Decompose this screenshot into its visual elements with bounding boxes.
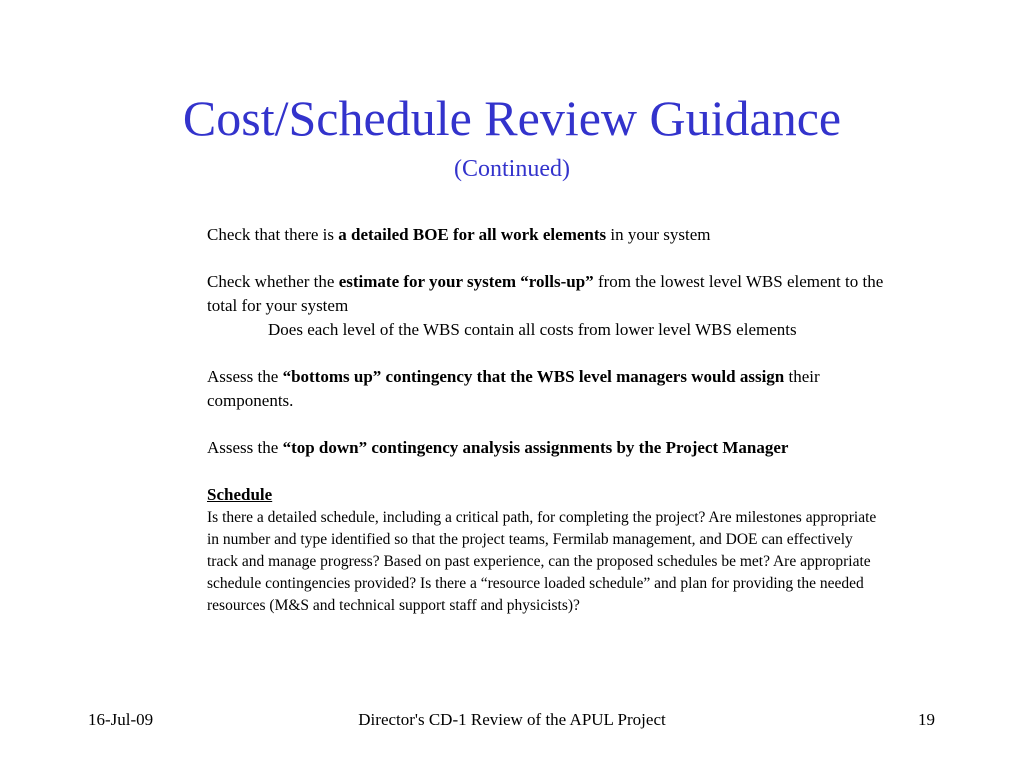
bottoms-up-pre: Assess the (207, 367, 283, 386)
wbs-level-question: Does each level of the WBS contain all costs from lower level WBS elements (268, 320, 797, 339)
boe-check-paragraph (207, 223, 887, 247)
top-down-paragraph (207, 436, 887, 460)
bottoms-up-bold: “bottoms up” contingency that the WBS level managers would assign (282, 367, 785, 386)
rollup-check-pre: Check whether the (207, 272, 339, 291)
slide-title: Cost/Schedule Review Guidance (182, 90, 842, 146)
rollup-check-paragraph (207, 270, 887, 318)
footer-page-number: 19 (918, 710, 935, 729)
boe-check-pre: Check that there is (207, 225, 339, 244)
slide-subtitle: (Continued) (454, 156, 570, 182)
schedule-paragraph: Is there a detailed schedule, including a critical path, for completing the project? Are milestones appropriate in number and type identified so that the project teams, Fermilab management, and DOE can effectively track and manage progress? Based on past experience, can the proposed schedules be met? Are appropriate schedule contingencies provided? Is there a “resource loaded schedule” and plan for providing the needed resources (M&S and technical support staff and physicists)? (207, 509, 877, 614)
schedule-heading: Schedule (207, 485, 273, 504)
top-down-bold: “top down” contingency analysis assignments by the Project Manager (282, 438, 789, 457)
top-down-pre: Assess the (207, 438, 283, 457)
rollup-check-bold: estimate for your system “rolls-up” (338, 272, 594, 291)
footer-date: 16-Jul-09 (88, 710, 154, 729)
bottoms-up-post: their components. (207, 367, 820, 410)
rollup-check-post: from the lowest level WBS element to the total for your system (207, 272, 884, 315)
slide-body (207, 223, 887, 617)
footer-presentation-title: Director's CD-1 Review of the APUL Project (358, 710, 666, 729)
bottoms-up-paragraph (207, 365, 887, 413)
boe-check-bold: a detailed BOE for all work elements (338, 225, 607, 244)
boe-check-post: in your system (606, 225, 711, 244)
